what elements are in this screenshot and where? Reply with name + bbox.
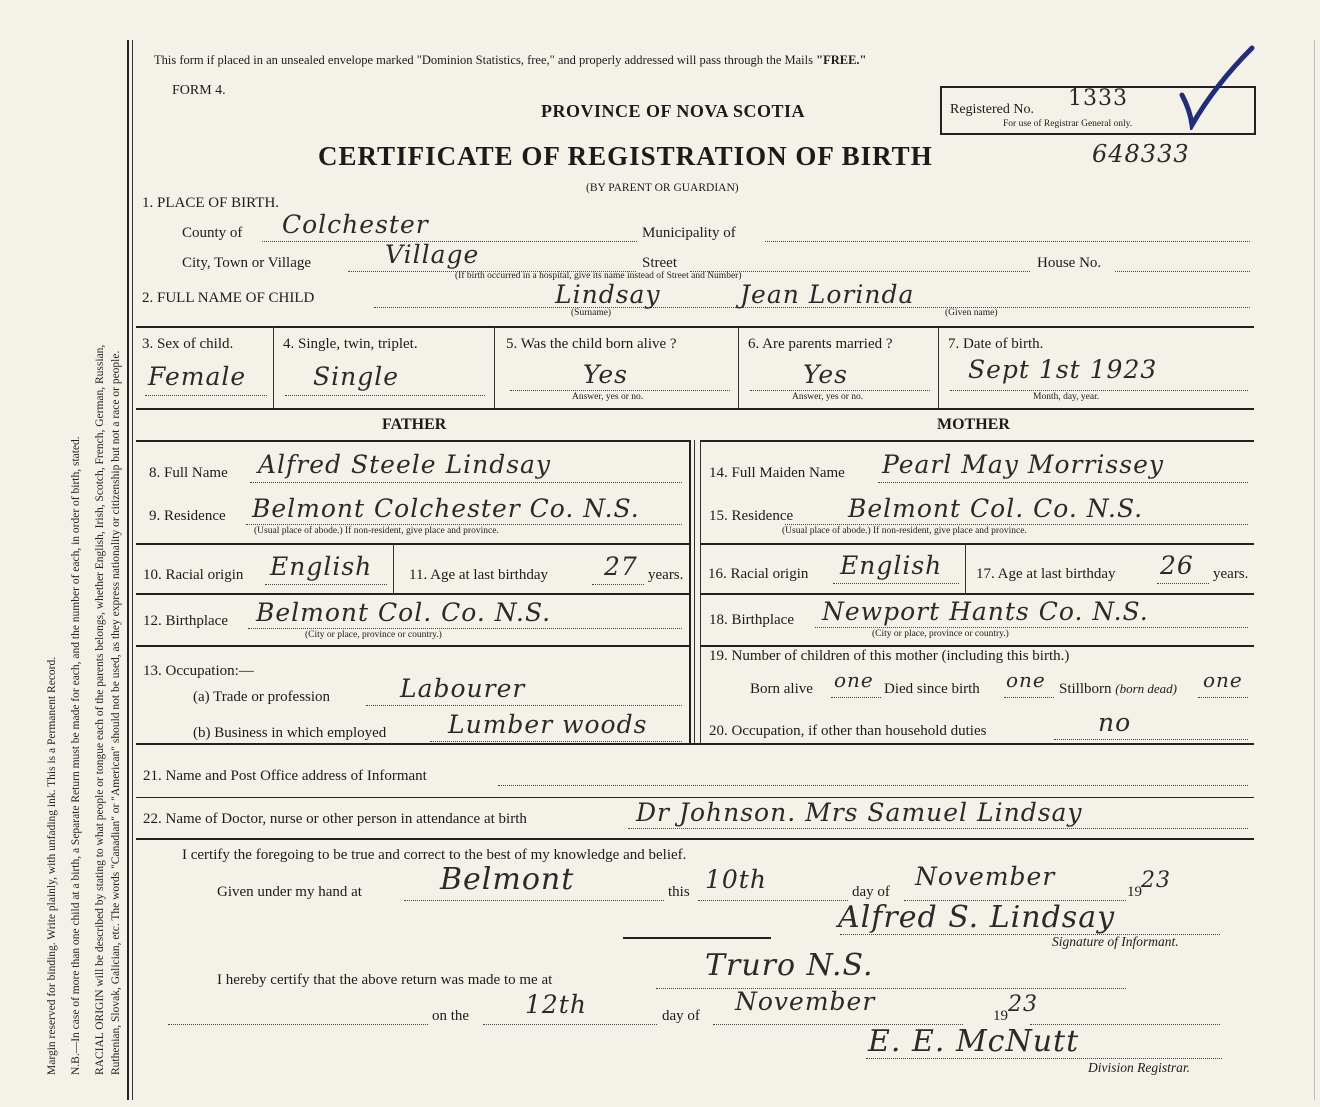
mother-residence-value: Belmont Col. Co. N.S. <box>848 494 1144 523</box>
mother-children-label: 19. Number of children of this mother (including this birth.) <box>709 648 1070 664</box>
dob-value: Sept 1st 1923 <box>968 355 1158 384</box>
died-label: Died since birth <box>884 681 980 697</box>
stillborn-label-text: Stillborn <box>1059 681 1112 697</box>
father-residence-value: Belmont Colchester Co. N.S. <box>252 494 640 523</box>
year-prefix: 19 <box>1127 884 1142 900</box>
mother-racial-value: English <box>840 551 943 580</box>
certificate-number: 648333 <box>1092 140 1190 168</box>
mother-age-label: 17. Age at last birthday <box>976 566 1116 582</box>
died-value: one <box>1006 668 1046 692</box>
house-label: House No. <box>1037 255 1102 271</box>
doctor-label: 22. Name of Doctor, nurse or other person in attendance at birth <box>143 811 527 827</box>
informant-signature-label: Signature of Informant. <box>1052 934 1179 949</box>
stillborn-note: (born dead) <box>1115 681 1178 696</box>
county-value: Colchester <box>282 210 429 239</box>
month-value: November <box>915 862 1056 891</box>
day-of-label: day of <box>852 884 890 900</box>
margin-note-binding: Margin reserved for binding. Write plainly, with unfading ink. This is a Permanent Record. <box>46 656 58 1075</box>
reg-year-prefix: 19 <box>993 1008 1008 1024</box>
stillborn-value: one <box>1203 668 1243 692</box>
married-note: Answer, yes or no. <box>792 392 864 402</box>
province-heading: PROVINCE OF NOVA SCOTIA <box>541 101 806 121</box>
registered-number: 1333 <box>1068 86 1128 111</box>
mother-age-unit: years. <box>1213 566 1249 582</box>
father-heading: FATHER <box>382 416 447 433</box>
mother-heading: MOTHER <box>937 416 1010 433</box>
father-occupation-label: 13. Occupation:— <box>143 663 254 679</box>
father-business-value: Lumber woods <box>448 710 648 739</box>
mother-occupation-label: 20. Occupation, if other than household duties <box>709 723 987 739</box>
doctor-value: Dr Johnson. Mrs Samuel Lindsay <box>636 798 1083 827</box>
mail-notice: This form if placed in an unsealed envelope marked "Dominion Statistics, free," and properly addressed will pass through the Mails "FREE." <box>154 53 867 67</box>
mother-name-label: 14. Full Maiden Name <box>709 465 845 481</box>
reg-year-value: 23 <box>1008 992 1038 1017</box>
father-birthplace-label: 12. Birthplace <box>143 613 228 629</box>
father-racial-label: 10. Racial origin <box>143 567 244 583</box>
certify-statement: I certify the foregoing to be true and correct to the best of my knowledge and belief. <box>182 847 687 863</box>
margin-note-nb: N.B.—In case of more than one child at a birth, a Separate Return must be made for each, and the number of each, in order of birth, stated. <box>70 436 82 1075</box>
given-note: (Given name) <box>945 308 998 318</box>
reg-day-value: 12th <box>525 990 587 1019</box>
father-residence-note: (Usual place of abode.) If non-resident, give place and province. <box>254 526 499 536</box>
dob-label: 7. Date of birth. <box>948 336 1044 352</box>
father-age-unit: years. <box>648 567 684 583</box>
day-value: 10th <box>705 865 767 894</box>
registered-label: Registered No. <box>950 102 1034 117</box>
child-given-name: Jean Lorinda <box>740 280 915 309</box>
street-label: Street <box>642 255 677 271</box>
registrar-place-value: Truro N.S. <box>705 948 874 983</box>
mother-residence-note: (Usual place of abode.) If non-resident, give place and province. <box>782 526 1027 536</box>
given-label: Given under my hand at <box>217 884 362 900</box>
alive-label: 5. Was the child born alive ? <box>506 336 677 352</box>
registrar-note: For use of Registrar General only. <box>1003 119 1133 129</box>
born-alive-value: one <box>834 668 874 692</box>
alive-value: Yes <box>583 360 628 389</box>
father-birthplace-note: (City or place, province or country.) <box>305 630 442 640</box>
reg-day-of-label: day of <box>662 1008 700 1024</box>
city-value: Village <box>385 240 480 269</box>
mother-residence-label: 15. Residence <box>709 508 794 524</box>
mother-name-value: Pearl May Morrissey <box>882 450 1164 479</box>
margin-note-racial-2: Ruthenian, Slovak, Galician, etc. The words "Canadian" or "American" should not be used, as they express nationality or citizenship but not a race or people. <box>110 350 122 1075</box>
registrar-signature: E. E. McNutt <box>868 1024 1080 1059</box>
child-name-label: 2. FULL NAME OF CHILD <box>142 290 315 306</box>
father-name-value: Alfred Steele Lindsay <box>258 450 552 479</box>
father-trade-label: (a) Trade or profession <box>193 689 331 705</box>
certificate-subtitle: (BY PARENT OR GUARDIAN) <box>586 182 739 194</box>
form-frame <box>136 40 1315 1100</box>
single-value: Single <box>313 362 400 391</box>
county-label: County of <box>182 225 243 241</box>
mother-birthplace-label: 18. Birthplace <box>709 612 794 628</box>
margin-note-racial: RACIAL ORIGIN will be described by stating to what people or tongue each of the parents belongs, whether English, Irish, Scotch, French, German, Russian, <box>94 344 106 1075</box>
surname-note: (Surname) <box>571 308 612 318</box>
margin-rule <box>127 40 129 1100</box>
hospital-note: (If birth occurred in a hospital, give its name instead of Street and Number) <box>455 271 742 281</box>
form-number: FORM 4. <box>172 83 226 98</box>
municipality-label: Municipality of <box>642 225 736 241</box>
informant-signature: Alfred S. Lindsay <box>838 900 1116 935</box>
father-birthplace-value: Belmont Col. Co. N.S. <box>256 598 552 627</box>
sex-label: 3. Sex of child. <box>142 336 234 352</box>
certificate-title: CERTIFICATE OF REGISTRATION OF BIRTH <box>318 141 933 171</box>
mother-age-value: 26 <box>1160 551 1194 580</box>
father-age-label: 11. Age at last birthday <box>409 567 548 583</box>
year-value: 23 <box>1141 868 1171 893</box>
married-label: 6. Are parents married ? <box>748 336 893 352</box>
mother-birthplace-note: (City or place, province or country.) <box>872 629 1009 639</box>
father-name-label: 8. Full Name <box>149 465 228 481</box>
father-residence-label: 9. Residence <box>149 508 226 524</box>
registrar-signature-label: Division Registrar. <box>1088 1060 1191 1075</box>
reg-month-value: November <box>735 987 876 1016</box>
mother-birthplace-value: Newport Hants Co. N.S. <box>822 597 1149 626</box>
child-surname: Lindsay <box>555 280 661 309</box>
mother-occupation-value: no <box>1098 708 1132 737</box>
father-age-value: 27 <box>604 552 638 581</box>
this-label: this <box>668 884 690 900</box>
married-value: Yes <box>803 360 848 389</box>
single-label: 4. Single, twin, triplet. <box>283 336 418 352</box>
alive-note: Answer, yes or no. <box>572 392 644 402</box>
father-trade-value: Labourer <box>400 674 526 703</box>
informant-label: 21. Name and Post Office address of Informant <box>143 768 427 784</box>
born-alive-label: Born alive <box>750 681 813 697</box>
mother-racial-label: 16. Racial origin <box>708 566 809 582</box>
father-business-label: (b) Business in which employed <box>193 725 387 741</box>
place-heading: 1. PLACE OF BIRTH. <box>142 195 280 211</box>
dob-note: Month, day, year. <box>1033 392 1100 402</box>
given-place-value: Belmont <box>440 862 575 897</box>
on-the-label: on the <box>432 1008 470 1024</box>
sex-value: Female <box>148 362 247 391</box>
registrar-statement: I hereby certify that the above return was made to me at <box>217 972 553 988</box>
margin-rule-inner <box>132 40 133 1100</box>
father-racial-value: English <box>270 552 373 581</box>
city-label: City, Town or Village <box>182 255 312 271</box>
